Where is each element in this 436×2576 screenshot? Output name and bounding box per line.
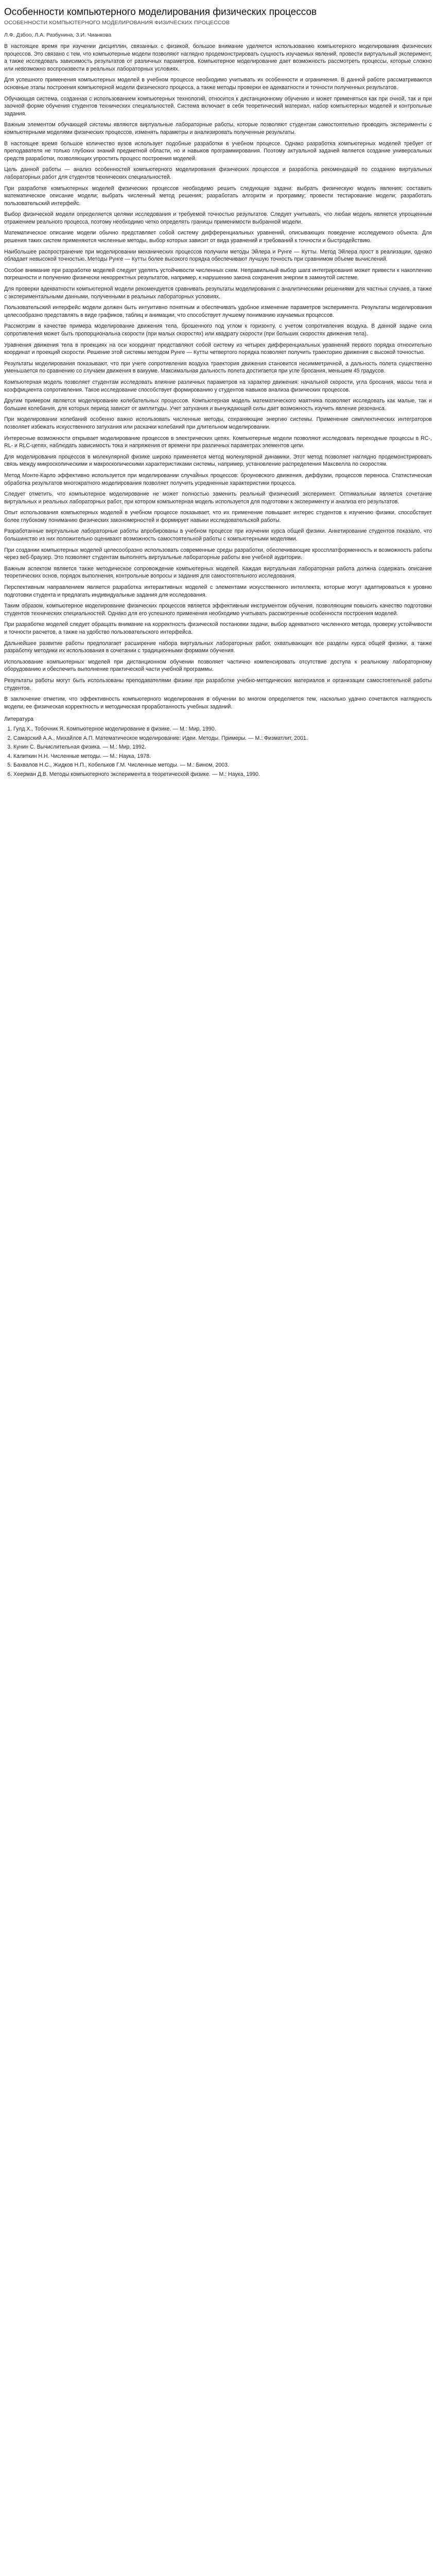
body-paragraph: Компьютерная модель позволяет студентам исследовать влияние различных параметров на характер движения: начальной скорости, угла бросания, массы тела и коэффициента сопротивления. Такое исследование способствует формированию у студентов навыков анализа физических процессов.: [4, 379, 432, 393]
body-paragraph: Результаты работы могут быть использованы преподавателями физики при разработке учебно-методических материалов и организации самостоятельной работы студентов.: [4, 677, 432, 691]
article-page: [0, 0, 436, 801]
body-paragraph: При разработке моделей следует обращать внимание на корректность физической постановки задачи, выбор адекватного численного метода, проверку устойчивости и точности расчетов, а также на удобство пользовательского интерфейса.: [4, 621, 432, 635]
body-paragraph: Дальнейшее развитие работы предполагает расширение набора виртуальных лабораторных работ, охватывающих все разделы курса общей физики, а также разработку методики их использования в сочетании с традиционными формами обучения.: [4, 640, 432, 654]
body-paragraph: Рассмотрим в качестве примера моделирование движения тела, брошенного под углом к горизонту, с учетом сопротивления воздуха. В данной задаче сила сопротивления может быть пропорциональна скорости (при малых скоростях) или квадрату скорости (при больших скоростях движения тела).: [4, 323, 432, 337]
body-paragraph: Использование компьютерных моделей при дистанционном обучении позволяет частично компенсировать отсутствие доступа к реальному лабораторному оборудованию и обеспечить выполнение практической части учебной программы.: [4, 658, 432, 673]
body-paragraph: Для проверки адекватности компьютерной модели рекомендуется сравнивать результаты моделирования с аналитическими решениями для частных случаев, а также с экспериментальными данными, полученными в реальных лабораторных условиях.: [4, 286, 432, 300]
body-paragraph: Следует отметить, что компьютерное моделирование не может полностью заменить реальный физический эксперимент. Оптимальным является сочетание виртуальных и реальных лабораторных работ, при котором компьютерная модель используется для подготовки к эксперименту и анализа его результатов.: [4, 491, 432, 505]
body-paragraph: Уравнения движения тела в проекциях на оси координат представляют собой систему из четырех дифференциальных уравнений первого порядка относительно координат и проекций скорости. Решение этой системы методом Рунге — Кутты четвертого порядка позволяет получить траекторию движения с высокой точностью.: [4, 342, 432, 356]
article-subtitle: ОСОБЕННОСТИ КОМПЬЮТЕРНОГО МОДЕЛИРОВАНИЯ ФИЗИЧЕСКИХ ПРОЦЕССОВ: [4, 20, 230, 26]
body-paragraph: Разработанные виртуальные лабораторные работы апробированы в учебном процессе при изучении курса общей физики. Анкетирование студентов показало, что большинство из них положительно оценивают возможность самостоятельной работы с компьютерными моделями.: [4, 528, 432, 543]
body-paragraph: В настоящее время при изучении дисциплин, связанных с физикой, большое внимание уделяется использованию компьютерного моделирования физических процессов. Это связано с тем, что компьютерные модели позволяют наглядно продемонстрировать сущность изучаемых явлений, провести виртуальный эксперимент, а также исследовать зависимость результатов от различных параметров. Компьютерное моделирование дает возможность рассмотреть процессы, которые сложно или невозможно воспроизвести в реальных лабораторных условиях.: [4, 43, 432, 72]
article-authors: Л.Ф. Дзбоо, Л.А. Разбунина, З.И. Чианкова: [4, 32, 112, 38]
body-paragraph: В заключение отметим, что эффективность компьютерного моделирования в обучении во многом определяется тем, насколько удачно сочетаются наглядность модели, ее физическая корректность и методическая проработанность учебных заданий.: [4, 696, 432, 710]
body-paragraph: Другим примером является моделирование колебательных процессов. Компьютерная модель математического маятника позволяет исследовать как малые, так и большие колебания, для которых период зависит от амплитуды. Учет затухания и вынуждающей силы дает возможность изучить явление резонанса.: [4, 398, 432, 412]
body-paragraph: Важным элементом обучающей системы являются виртуальные лабораторные работы, которые позволяют студентам самостоятельно проводить эксперименты с компьютерными моделями физических процессов, изменять параметры и анализировать полученные результаты.: [4, 122, 432, 135]
reference-item: 6. Хеерман Д.В. Методы компьютерного эксперимента в теоретической физике. — М.: Наука, 1990.: [13, 771, 432, 778]
body-paragraph: Цель данной работы — анализ особенностей компьютерного моделирования физических процессов и разработка рекомендаций по созданию виртуальных лабораторных работ для студентов технических специальностей.: [4, 166, 432, 180]
body-paragraph: Перспективным направлением является разработка интерактивных моделей с элементами искусственного интеллекта, которые могут адаптироваться к уровню подготовки студента и предлагать индивидуальные задания для исследования.: [4, 584, 432, 598]
references-heading: Литература: [4, 716, 33, 723]
body-paragraph: Выбор физической модели определяется целями исследования и требуемой точностью результатов. Следует учитывать, что любая модель является упрощенным отражением реального процесса, поэтому необходимо четко определять границы применимости выбранной модели.: [4, 211, 432, 225]
body-paragraph: Математическое описание модели обычно представляет собой систему дифференциальных уравнений, описывающих поведение исследуемого объекта. Для решения таких систем применяются численные методы, выбор которых зависит от вида уравнений и требований к точности и быстродействию.: [4, 230, 432, 244]
body-paragraph: Интересные возможности открывает моделирование процессов в электрических цепях. Компьютерные модели позволяют исследовать переходные процессы в RC-, RL- и RLC-цепях, наблюдать зависимость тока и напряжения от времени при различных параметрах элементов цепи.: [4, 435, 432, 449]
body-paragraph: При создании компьютерных моделей целесообразно использовать современные среды разработки, обеспечивающие кроссплатформенность и возможность работы через веб-браузер. Это позволяет студентам выполнять виртуальные лабораторные работы вне учебной аудитории.: [4, 547, 432, 561]
article-body: [4, 43, 432, 710]
body-paragraph: Особое внимание при разработке моделей следует уделять устойчивости численных схем. Неправильный выбор шага интегрирования может привести к накоплению погрешности и получению физически некорректных результатов, например, к нарушению закона сохранения энергии в замкнутой системе.: [4, 267, 432, 281]
reference-item: 4. Калиткин Н.Н. Численные методы. — М.: Наука, 1978.: [13, 753, 432, 760]
body-paragraph: Результаты моделирования показывают, что при учете сопротивления воздуха траектория движения становится несимметричной, а дальность полета существенно уменьшается по сравнению со случаем движения в вакууме. Максимальная дальность полета достигается при угле бросания, меньшем 45 градусов.: [4, 360, 432, 375]
body-paragraph: Для успешного применения компьютерных моделей в учебном процессе необходимо учитывать их особенности и ограничения. В данной работе рассматриваются основные этапы построения компьютерной модели физического процесса, а также методы проверки ее адекватности и точности полученных результатов.: [4, 77, 432, 91]
body-paragraph: Опыт использования компьютерных моделей в учебном процессе показывает, что их применение повышает интерес студентов к изучению физики, способствует более глубокому пониманию физических закономерностей и формирует навыки исследовательской работы.: [4, 510, 432, 523]
body-paragraph: Пользовательский интерфейс модели должен быть интуитивно понятным и обеспечивать удобное изменение параметров эксперимента. Результаты моделирования целесообразно представлять в виде графиков, таблиц и анимации, что способствует лучшему пониманию изучаемых процессов.: [4, 304, 432, 318]
body-paragraph: Важным аспектом является также методическое сопровождение компьютерных моделей. Каждая виртуальная лабораторная работа должна содержать описание теоретических основ, порядок выполнения, контрольные вопросы и задания для самостоятельного исследования.: [4, 565, 432, 580]
references-list: [13, 725, 432, 778]
article-title: Особенности компьютерного моделирования физических процессов: [4, 7, 317, 18]
body-paragraph: При разработке компьютерных моделей физических процессов необходимо решить следующие задачи: выбрать физическую модель явления; составить математическое описание модели; выбрать численный метод решения; разработать алгоритм и программу; провести тестирование модели; разработать пользовательский интерфейс.: [4, 185, 432, 207]
reference-item: 3. Кунин С. Вычислительная физика. — М.: Мир, 1992.: [13, 743, 432, 751]
body-paragraph: Наибольшее распространение при моделировании механических процессов получили методы Эйлера и Рунге — Кутты. Метод Эйлера прост в реализации, однако обладает невысокой точностью. Методы Рунге — Кутты более высокого порядка обеспечивают лучшую точность при сравнимом объеме вычислений.: [4, 248, 432, 263]
reference-item: 1. Гулд Х., Тобочник Я. Компьютерное моделирование в физике. — М.: Мир, 1990.: [13, 725, 432, 733]
reference-item: 5. Бахвалов Н.С., Жидков Н.П., Кобельков Г.М. Численные методы. — М.: Бином, 2003.: [13, 761, 432, 769]
body-paragraph: Таким образом, компьютерное моделирование физических процессов является эффективным инструментом обучения, позволяющим повысить качество подготовки студентов технических специальностей. Однако для его успешного применения необходимо учитывать рассмотренные особенности построения моделей.: [4, 603, 432, 617]
body-paragraph: Метод Монте-Карло эффективно используется при моделировании случайных процессов: броуновского движения, диффузии, процессов переноса. Статистическая обработка результатов многократного моделирования позволяет получить усредненные характеристики процесса.: [4, 472, 432, 486]
body-paragraph: Для моделирования процессов в молекулярной физике широко применяется метод молекулярной динамики. Этот метод позволяет наглядно продемонстрировать связь между микроскопическими и макроскопическими характеристиками системы, например, установление распределения Максвелла по скоростям.: [4, 453, 432, 468]
reference-item: 2. Самарский А.А., Михайлов А.П. Математическое моделирование: Идеи. Методы. Примеры. — М.: Физматлит, 2001.: [13, 735, 432, 742]
body-paragraph: При моделировании колебаний особенно важно использовать численные методы, сохраняющие энергию системы. Применение симплектических интеграторов позволяет избежать искусственного затухания или раскачки колебаний при длительном моделировании.: [4, 416, 432, 430]
body-paragraph: В настоящее время большое количество вузов использует подобные разработки в учебном процессе. Однако разработка компьютерных моделей требует от преподавателя не только глубоких знаний предметной области, но и навыков программирования. Поэтому актуальной задачей является создание универсальных средств разработки, позволяющих упростить процесс построения моделей.: [4, 140, 432, 162]
body-paragraph: Обучающая система, созданная с использованием компьютерных технологий, относится к дистанционному обучению и может применяться как при очной, так и при заочной форме обучения студентов технических специальностей. Система включает в себя теоретический материал, набор компьютерных моделей и контрольные задания.: [4, 95, 432, 117]
